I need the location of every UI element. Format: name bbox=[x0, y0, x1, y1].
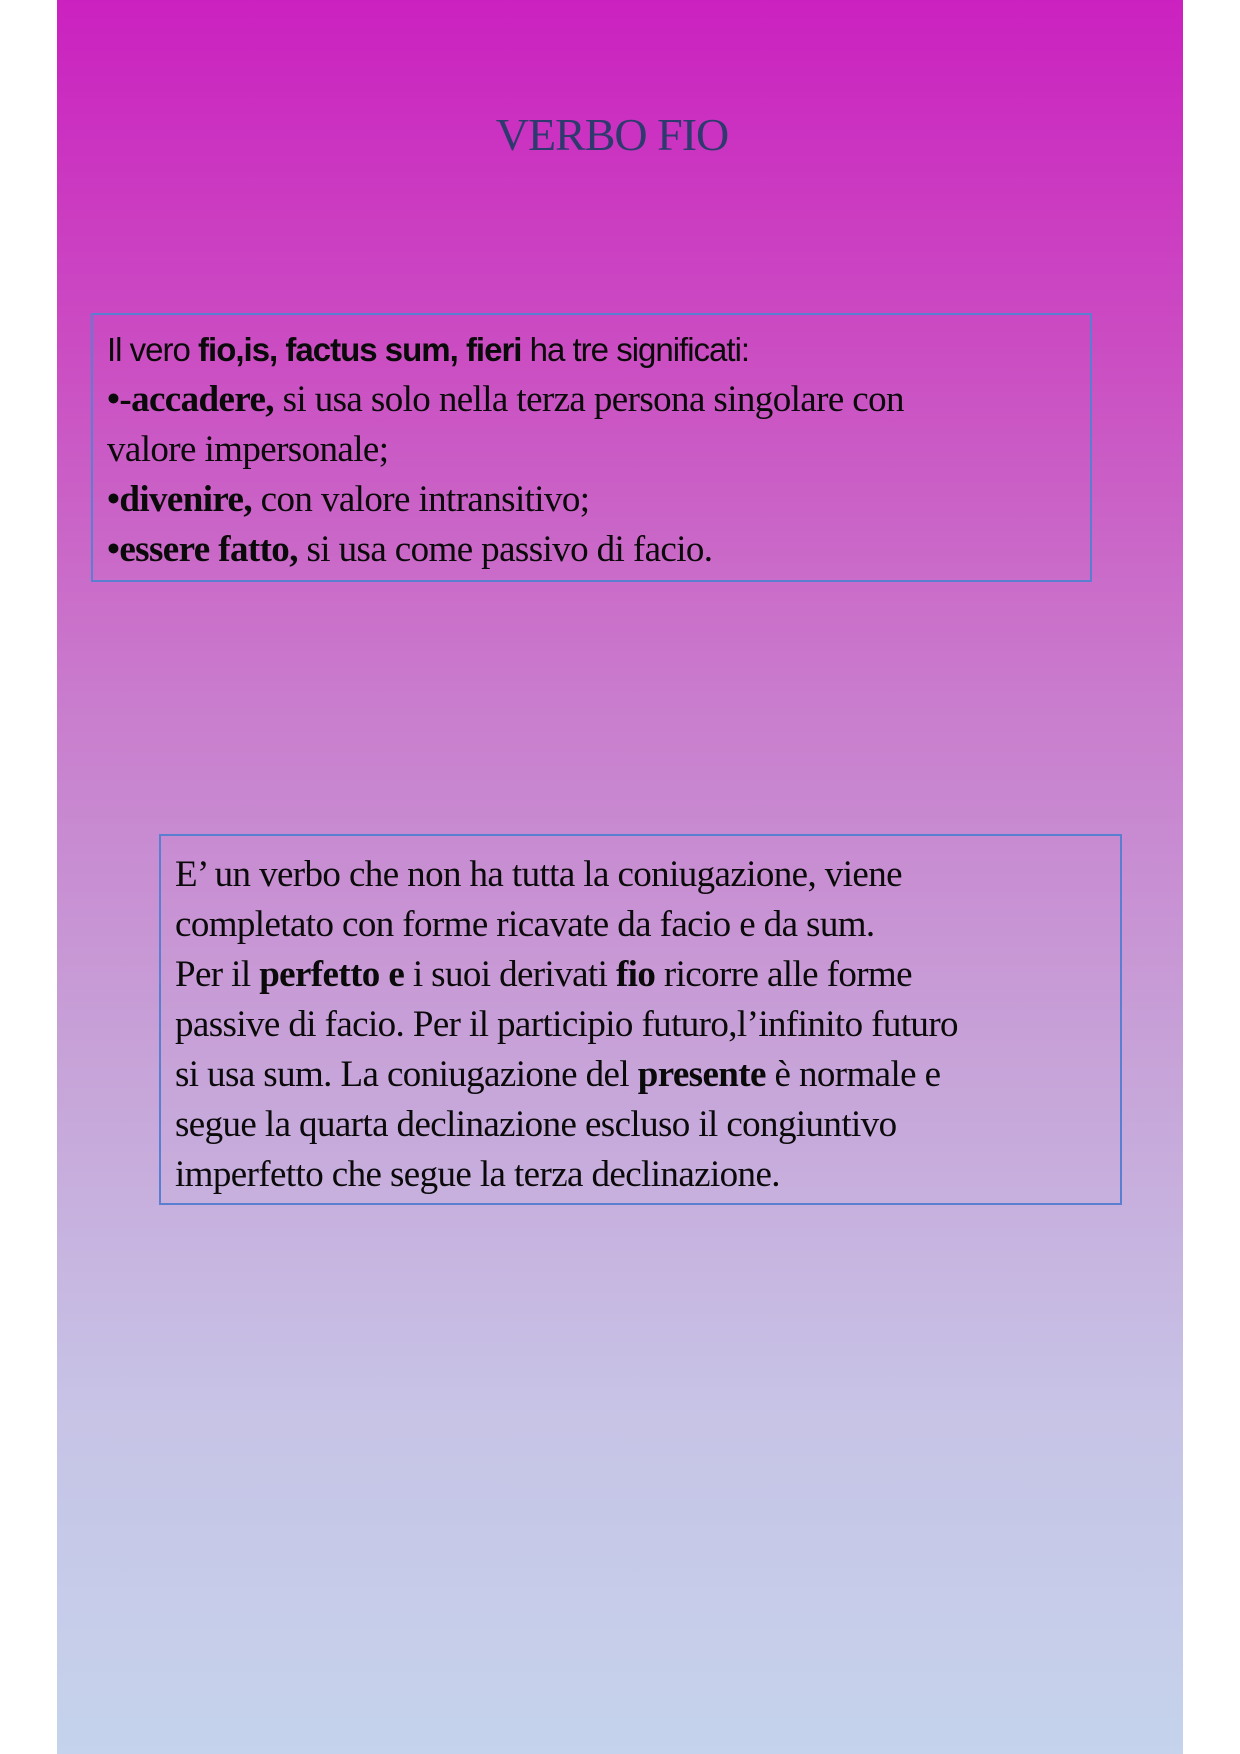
text: i suoi derivati bbox=[404, 954, 616, 995]
page-title-text: VERBO FIO bbox=[495, 109, 729, 160]
text: E’ un verbo che non ha tutta la coniugazione, viene bbox=[175, 854, 902, 895]
meaning-item-divenire bbox=[107, 475, 1076, 525]
text: è normale e bbox=[765, 1054, 941, 1095]
text: segue la quarta declinazione escluso il congiuntivo bbox=[175, 1104, 897, 1145]
meaning-desc: con valore intransitivo; bbox=[252, 479, 590, 520]
conjugation-line bbox=[175, 850, 1106, 900]
meaning-term: divenire, bbox=[119, 479, 253, 520]
conjugation-line bbox=[175, 1000, 1106, 1050]
meanings-box bbox=[91, 313, 1092, 582]
conjugation-line bbox=[175, 900, 1106, 950]
conjugation-line bbox=[175, 950, 1106, 1000]
text: passive di facio. Per il participio futuro,l’infinito futuro bbox=[175, 1004, 958, 1045]
meaning-desc: si usa come passivo di facio. bbox=[297, 529, 713, 570]
document-page bbox=[57, 0, 1183, 1754]
text: imperfetto che segue la terza declinazione. bbox=[175, 1154, 780, 1195]
page-title bbox=[57, 108, 1183, 161]
conjugation-line bbox=[175, 1100, 1106, 1150]
bold-term: presente bbox=[637, 1054, 766, 1095]
conjugation-box bbox=[159, 834, 1122, 1205]
meaning-term: -accadere, bbox=[119, 379, 274, 420]
meanings-intro bbox=[107, 325, 1076, 375]
intro-text-end: ha tre significati: bbox=[521, 331, 750, 368]
text: si usa sum. La coniugazione del bbox=[175, 1054, 638, 1095]
meaning-item-accadere bbox=[107, 375, 1076, 425]
text: ricorre alle forme bbox=[655, 954, 912, 995]
bold-term: perfetto e bbox=[259, 954, 405, 995]
bullet-icon: • bbox=[107, 479, 120, 520]
bullet-icon: • bbox=[107, 529, 120, 570]
text: Per il bbox=[175, 954, 260, 995]
intro-text: Il vero bbox=[107, 331, 199, 368]
meaning-term: essere fatto, bbox=[119, 529, 298, 570]
verb-forms: fio,is, factus sum, fieri bbox=[198, 331, 522, 368]
conjugation-line bbox=[175, 1150, 1106, 1200]
meaning-desc: valore impersonale; bbox=[107, 429, 389, 470]
conjugation-line bbox=[175, 1050, 1106, 1100]
meaning-desc: si usa solo nella terza persona singolare con bbox=[273, 379, 904, 420]
text: completato con forme ricavate da facio e da sum. bbox=[175, 904, 875, 945]
bold-term: fio bbox=[615, 954, 656, 995]
meaning-item-continuation bbox=[107, 425, 1076, 475]
bullet-icon: • bbox=[107, 379, 120, 420]
meaning-item-essere-fatto bbox=[107, 525, 1076, 575]
